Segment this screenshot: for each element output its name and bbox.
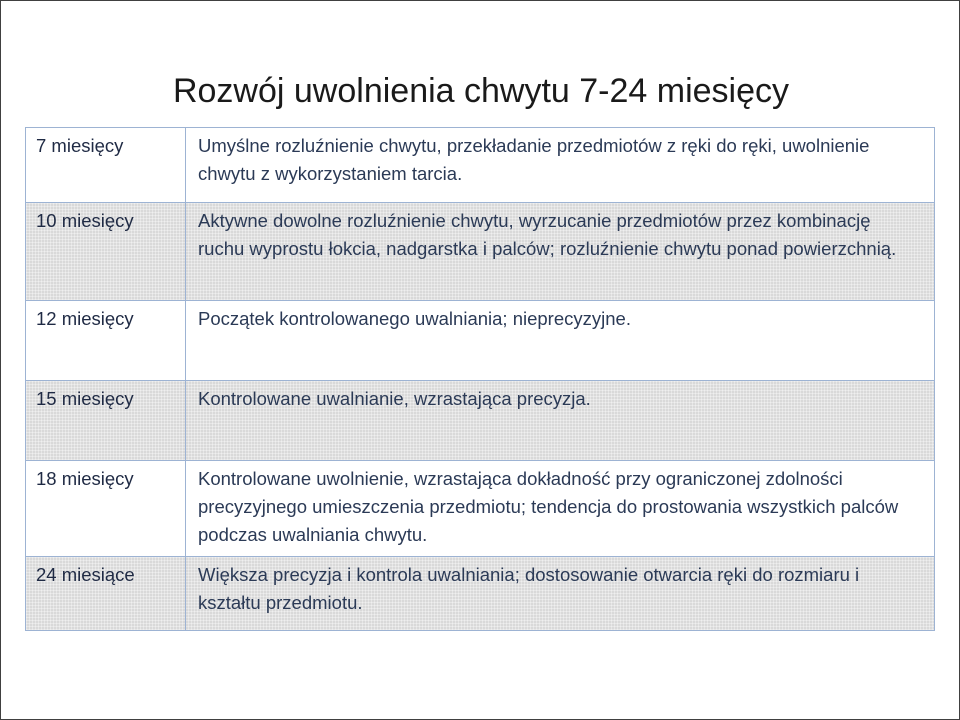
table-row bbox=[25, 301, 935, 381]
slide-title: Rozwój uwolnienia chwytu 7-24 miesięcy bbox=[172, 72, 790, 110]
description-cell: Kontrolowane uwolnienie, wzrastająca dokładność przy ograniczonej zdolności precyzyjnego umieszczenia przedmiotu; tendencja do prostowania wszystkich palców podczas uwalniania chwytu. bbox=[198, 468, 899, 545]
description-cell: Początek kontrolowanego uwalniania; nieprecyzyjne. bbox=[198, 308, 631, 329]
development-table bbox=[25, 127, 935, 631]
table-row bbox=[25, 461, 935, 557]
age-cell: 15 miesięcy bbox=[26, 381, 186, 460]
table-row bbox=[25, 557, 935, 631]
table-row bbox=[25, 127, 935, 203]
age-cell: 24 miesiące bbox=[26, 557, 186, 630]
table-row bbox=[25, 381, 935, 461]
table-row bbox=[25, 203, 935, 301]
description-cell: Aktywne dowolne rozluźnienie chwytu, wyrzucanie przedmiotów przez kombinację ruchu wyprostu łokcia, nadgarstka i palców; rozluźnienie chwytu ponad powierzchnią. bbox=[198, 210, 897, 259]
age-cell: 18 miesięcy bbox=[26, 461, 186, 556]
age-cell: 7 miesięcy bbox=[26, 128, 186, 202]
age-cell: 10 miesięcy bbox=[26, 203, 186, 300]
description-cell: Umyślne rozluźnienie chwytu, przekładanie przedmiotów z ręki do ręki, uwolnienie chwytu z wykorzystaniem tarcia. bbox=[198, 135, 870, 184]
description-cell: Większa precyzja i kontrola uwalniania; dostosowanie otwarcia ręki do rozmiaru i kształtu przedmiotu. bbox=[198, 564, 860, 613]
description-cell: Kontrolowane uwalnianie, wzrastająca precyzja. bbox=[198, 388, 591, 409]
age-cell: 12 miesięcy bbox=[26, 301, 186, 380]
